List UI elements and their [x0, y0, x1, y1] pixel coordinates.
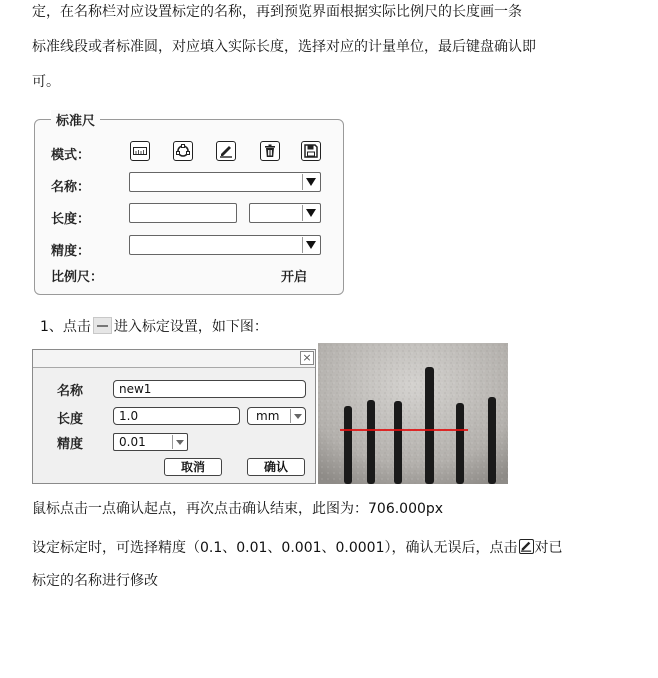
save-icon [304, 144, 318, 158]
delete-button[interactable] [260, 141, 280, 161]
precision-note-text: 设定标定时，可选择精度（0.1、0.01、0.001、0.0001），确认无误后，点击 [32, 540, 518, 556]
precision-note-text-end: 对已 [534, 540, 563, 556]
edit-icon [219, 144, 233, 158]
unit-select[interactable] [249, 203, 321, 223]
name-select[interactable] [129, 172, 321, 192]
cancel-button[interactable]: 取消 [164, 458, 222, 476]
mode-label: 模式： [51, 148, 91, 163]
length-label: 长度： [51, 212, 91, 227]
precision-select[interactable] [129, 235, 321, 255]
ruler-mode-button[interactable] [130, 141, 150, 161]
paragraph-line: 可。 [32, 74, 60, 90]
dialog-name-input[interactable]: new1 [113, 380, 306, 398]
confirm-button[interactable]: 确认 [247, 458, 305, 476]
dialog-length-label: 长度 [57, 412, 84, 427]
dialog-length-input[interactable]: 1.0 [113, 407, 240, 425]
dialog-precision-select[interactable] [113, 433, 188, 451]
length-input[interactable] [129, 203, 237, 223]
step-instruction [40, 316, 268, 336]
dialog-precision-label: 精度 [57, 437, 84, 452]
scale-toggle[interactable]: 开启 [281, 270, 308, 285]
dialog-titlebar [33, 350, 315, 368]
chevron-down-icon[interactable] [302, 205, 319, 221]
save-button[interactable] [301, 141, 321, 161]
unit-value: mm [256, 409, 280, 423]
precision-note-line [32, 538, 563, 558]
dialog-unit-select[interactable] [247, 407, 306, 425]
calibration-dialog [32, 349, 316, 484]
microscope-preview-image [318, 343, 508, 484]
click-note: 鼠标点击一点确认起点，再次点击确认结束，此图为：706.000px [32, 501, 444, 517]
edit-button[interactable] [216, 141, 236, 161]
chevron-down-icon[interactable] [290, 409, 304, 423]
name-label: 名称： [51, 180, 91, 195]
dialog-name-label: 名称 [57, 384, 84, 399]
chevron-down-icon[interactable] [302, 174, 319, 190]
edit-icon [519, 539, 534, 554]
ruler-icon [93, 317, 112, 334]
precision-value: 0.01 [119, 435, 146, 449]
circle-mode-button[interactable] [173, 141, 193, 161]
ruler-icon [133, 146, 147, 156]
chevron-down-icon[interactable] [302, 237, 319, 253]
scale-label: 比例尺： [51, 270, 104, 285]
paragraph-line: 定，在名称栏对应设置标定的名称，再到预览界面根据实际比例尺的长度画一条 [32, 4, 522, 20]
panel-title: 标准尺 [51, 110, 100, 129]
precision-note-line: 标定的名称进行修改 [32, 573, 158, 589]
precision-label: 精度： [51, 244, 91, 259]
paragraph-line: 标准线段或者标准圆，对应填入实际长度，选择对应的计量单位，最后键盘确认即 [32, 39, 536, 55]
trash-icon [263, 144, 277, 158]
calibration-ruler-panel [34, 114, 344, 295]
step-suffix: 进入标定设置，如下图： [113, 319, 268, 335]
circle-icon [176, 144, 190, 158]
chevron-down-icon[interactable] [172, 435, 186, 449]
step-prefix: 1、点击 [40, 319, 91, 335]
close-icon[interactable]: × [300, 351, 314, 365]
